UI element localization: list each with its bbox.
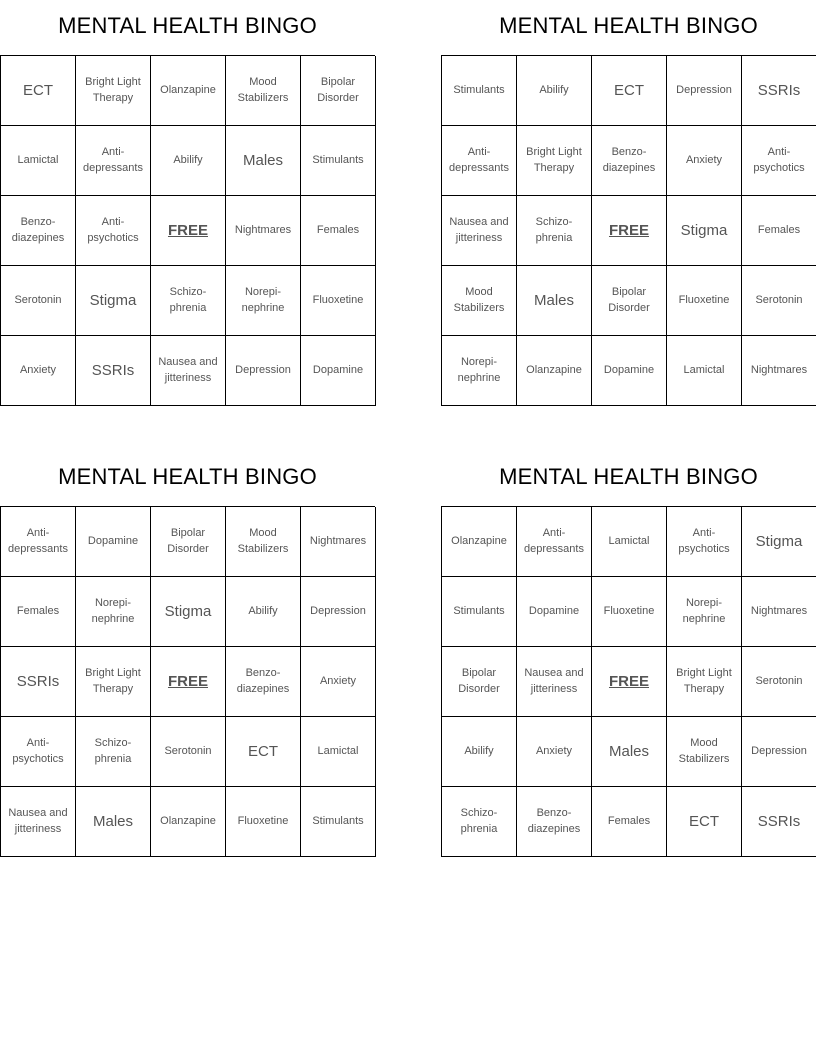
bingo-cell: Norepi- nephrine (226, 266, 301, 336)
bingo-cell: Schizo- phrenia (151, 266, 226, 336)
bingo-cell: Nightmares (226, 196, 301, 266)
bingo-cell: Olanzapine (151, 56, 226, 126)
bingo-cell: Anti- depressants (517, 507, 592, 577)
bingo-cell: Mood Stabilizers (442, 266, 517, 336)
bingo-cell: Nausea and jitteriness (1, 787, 76, 857)
bingo-cell: Anxiety (667, 126, 742, 196)
bingo-cell: Depression (742, 717, 816, 787)
bingo-cell: Nausea and jitteriness (151, 336, 226, 406)
bingo-cell: Serotonin (151, 717, 226, 787)
bingo-cell: Stigma (151, 577, 226, 647)
bingo-cell: Bipolar Disorder (442, 647, 517, 717)
bingo-cell: Anti- psychotics (742, 126, 816, 196)
bingo-cell: Stigma (667, 196, 742, 266)
bingo-cell: Mood Stabilizers (226, 56, 301, 126)
bingo-cell: Males (517, 266, 592, 336)
bingo-cell: Mood Stabilizers (667, 717, 742, 787)
bingo-cell: Stimulants (301, 126, 376, 196)
bingo-cell: Mood Stabilizers (226, 507, 301, 577)
bingo-cell: Fluoxetine (226, 787, 301, 857)
bingo-cell: Norepi- nephrine (442, 336, 517, 406)
card-title: MENTAL HEALTH BINGO (58, 464, 317, 489)
bingo-cell: Benzo- diazepines (1, 196, 76, 266)
bingo-cell: Males (76, 787, 151, 857)
bingo-cell: Abilify (151, 126, 226, 196)
bingo-cell: Fluoxetine (301, 266, 376, 336)
bingo-cell: Schizo- phrenia (517, 196, 592, 266)
bingo-cell: SSRIs (742, 787, 816, 857)
bingo-cell: Fluoxetine (667, 266, 742, 336)
bingo-cell: Nausea and jitteriness (442, 196, 517, 266)
bingo-cell: Olanzapine (151, 787, 226, 857)
bingo-cell: Anxiety (1, 336, 76, 406)
bingo-cell: Fluoxetine (592, 577, 667, 647)
bingo-cell: Norepi- nephrine (667, 577, 742, 647)
bingo-cell: SSRIs (1, 647, 76, 717)
bingo-grid (441, 506, 816, 857)
bingo-cell: Depression (226, 336, 301, 406)
bingo-cell: SSRIs (742, 56, 816, 126)
bingo-cell: Anti- depressants (76, 126, 151, 196)
bingo-cell: Dopamine (76, 507, 151, 577)
bingo-cell: Anti- psychotics (76, 196, 151, 266)
bingo-cell: Anxiety (301, 647, 376, 717)
bingo-cell: Schizo- phrenia (76, 717, 151, 787)
bingo-cell: Anti- psychotics (667, 507, 742, 577)
bingo-cell: Stimulants (301, 787, 376, 857)
bingo-cell: ECT (592, 56, 667, 126)
bingo-cell: Stigma (76, 266, 151, 336)
bingo-cell: Dopamine (517, 577, 592, 647)
bingo-cell: ECT (226, 717, 301, 787)
bingo-cell: ECT (1, 56, 76, 126)
bingo-cell: Norepi- nephrine (76, 577, 151, 647)
bingo-cell: Abilify (226, 577, 301, 647)
bingo-cell: Serotonin (742, 266, 816, 336)
bingo-cell: Anti- depressants (1, 507, 76, 577)
bingo-cell: Depression (301, 577, 376, 647)
bingo-cell: Dopamine (301, 336, 376, 406)
bingo-cell: Females (592, 787, 667, 857)
bingo-cell: Schizo- phrenia (442, 787, 517, 857)
bingo-cell: Bipolar Disorder (592, 266, 667, 336)
bingo-cell: Olanzapine (517, 336, 592, 406)
bingo-cell: Olanzapine (442, 507, 517, 577)
bingo-cell: Stigma (742, 507, 816, 577)
free-space-cell: FREE (151, 196, 226, 266)
bingo-cell: Females (742, 196, 816, 266)
bingo-cell: Lamictal (592, 507, 667, 577)
bingo-cell: Nausea and jitteriness (517, 647, 592, 717)
card-title: MENTAL HEALTH BINGO (499, 464, 758, 489)
bingo-cell: Bright Light Therapy (667, 647, 742, 717)
bingo-cell: Stimulants (442, 56, 517, 126)
bingo-cell: Anti- psychotics (1, 717, 76, 787)
bingo-cell: Females (301, 196, 376, 266)
bingo-cell: SSRIs (76, 336, 151, 406)
bingo-cell: Lamictal (667, 336, 742, 406)
free-space-cell: FREE (592, 196, 667, 266)
bingo-cell: Benzo- diazepines (517, 787, 592, 857)
bingo-cell: Depression (667, 56, 742, 126)
bingo-cell: Abilify (442, 717, 517, 787)
bingo-cell: Benzo- diazepines (226, 647, 301, 717)
bingo-cell: Lamictal (1, 126, 76, 196)
bingo-cell: Males (592, 717, 667, 787)
free-space-cell: FREE (592, 647, 667, 717)
bingo-cell: Abilify (517, 56, 592, 126)
card-title: MENTAL HEALTH BINGO (499, 13, 758, 38)
bingo-cell: Lamictal (301, 717, 376, 787)
bingo-cell: Males (226, 126, 301, 196)
bingo-cell: Bipolar Disorder (301, 56, 376, 126)
bingo-cell: Nightmares (742, 577, 816, 647)
bingo-cell: Dopamine (592, 336, 667, 406)
bingo-cell: Bright Light Therapy (517, 126, 592, 196)
bingo-cell: Females (1, 577, 76, 647)
bingo-grid (0, 55, 375, 406)
bingo-cell: Benzo- diazepines (592, 126, 667, 196)
bingo-cell: Anti- depressants (442, 126, 517, 196)
bingo-cell: Bright Light Therapy (76, 647, 151, 717)
bingo-cell: Nightmares (301, 507, 376, 577)
bingo-cell: Serotonin (742, 647, 816, 717)
bingo-grid (0, 506, 375, 857)
free-space-cell: FREE (151, 647, 226, 717)
bingo-grid (441, 55, 816, 406)
bingo-cell: Bright Light Therapy (76, 56, 151, 126)
bingo-cell: Bipolar Disorder (151, 507, 226, 577)
bingo-cell: Stimulants (442, 577, 517, 647)
bingo-cell: ECT (667, 787, 742, 857)
bingo-cell: Serotonin (1, 266, 76, 336)
bingo-cell: Nightmares (742, 336, 816, 406)
bingo-cell: Anxiety (517, 717, 592, 787)
card-title: MENTAL HEALTH BINGO (58, 13, 317, 38)
